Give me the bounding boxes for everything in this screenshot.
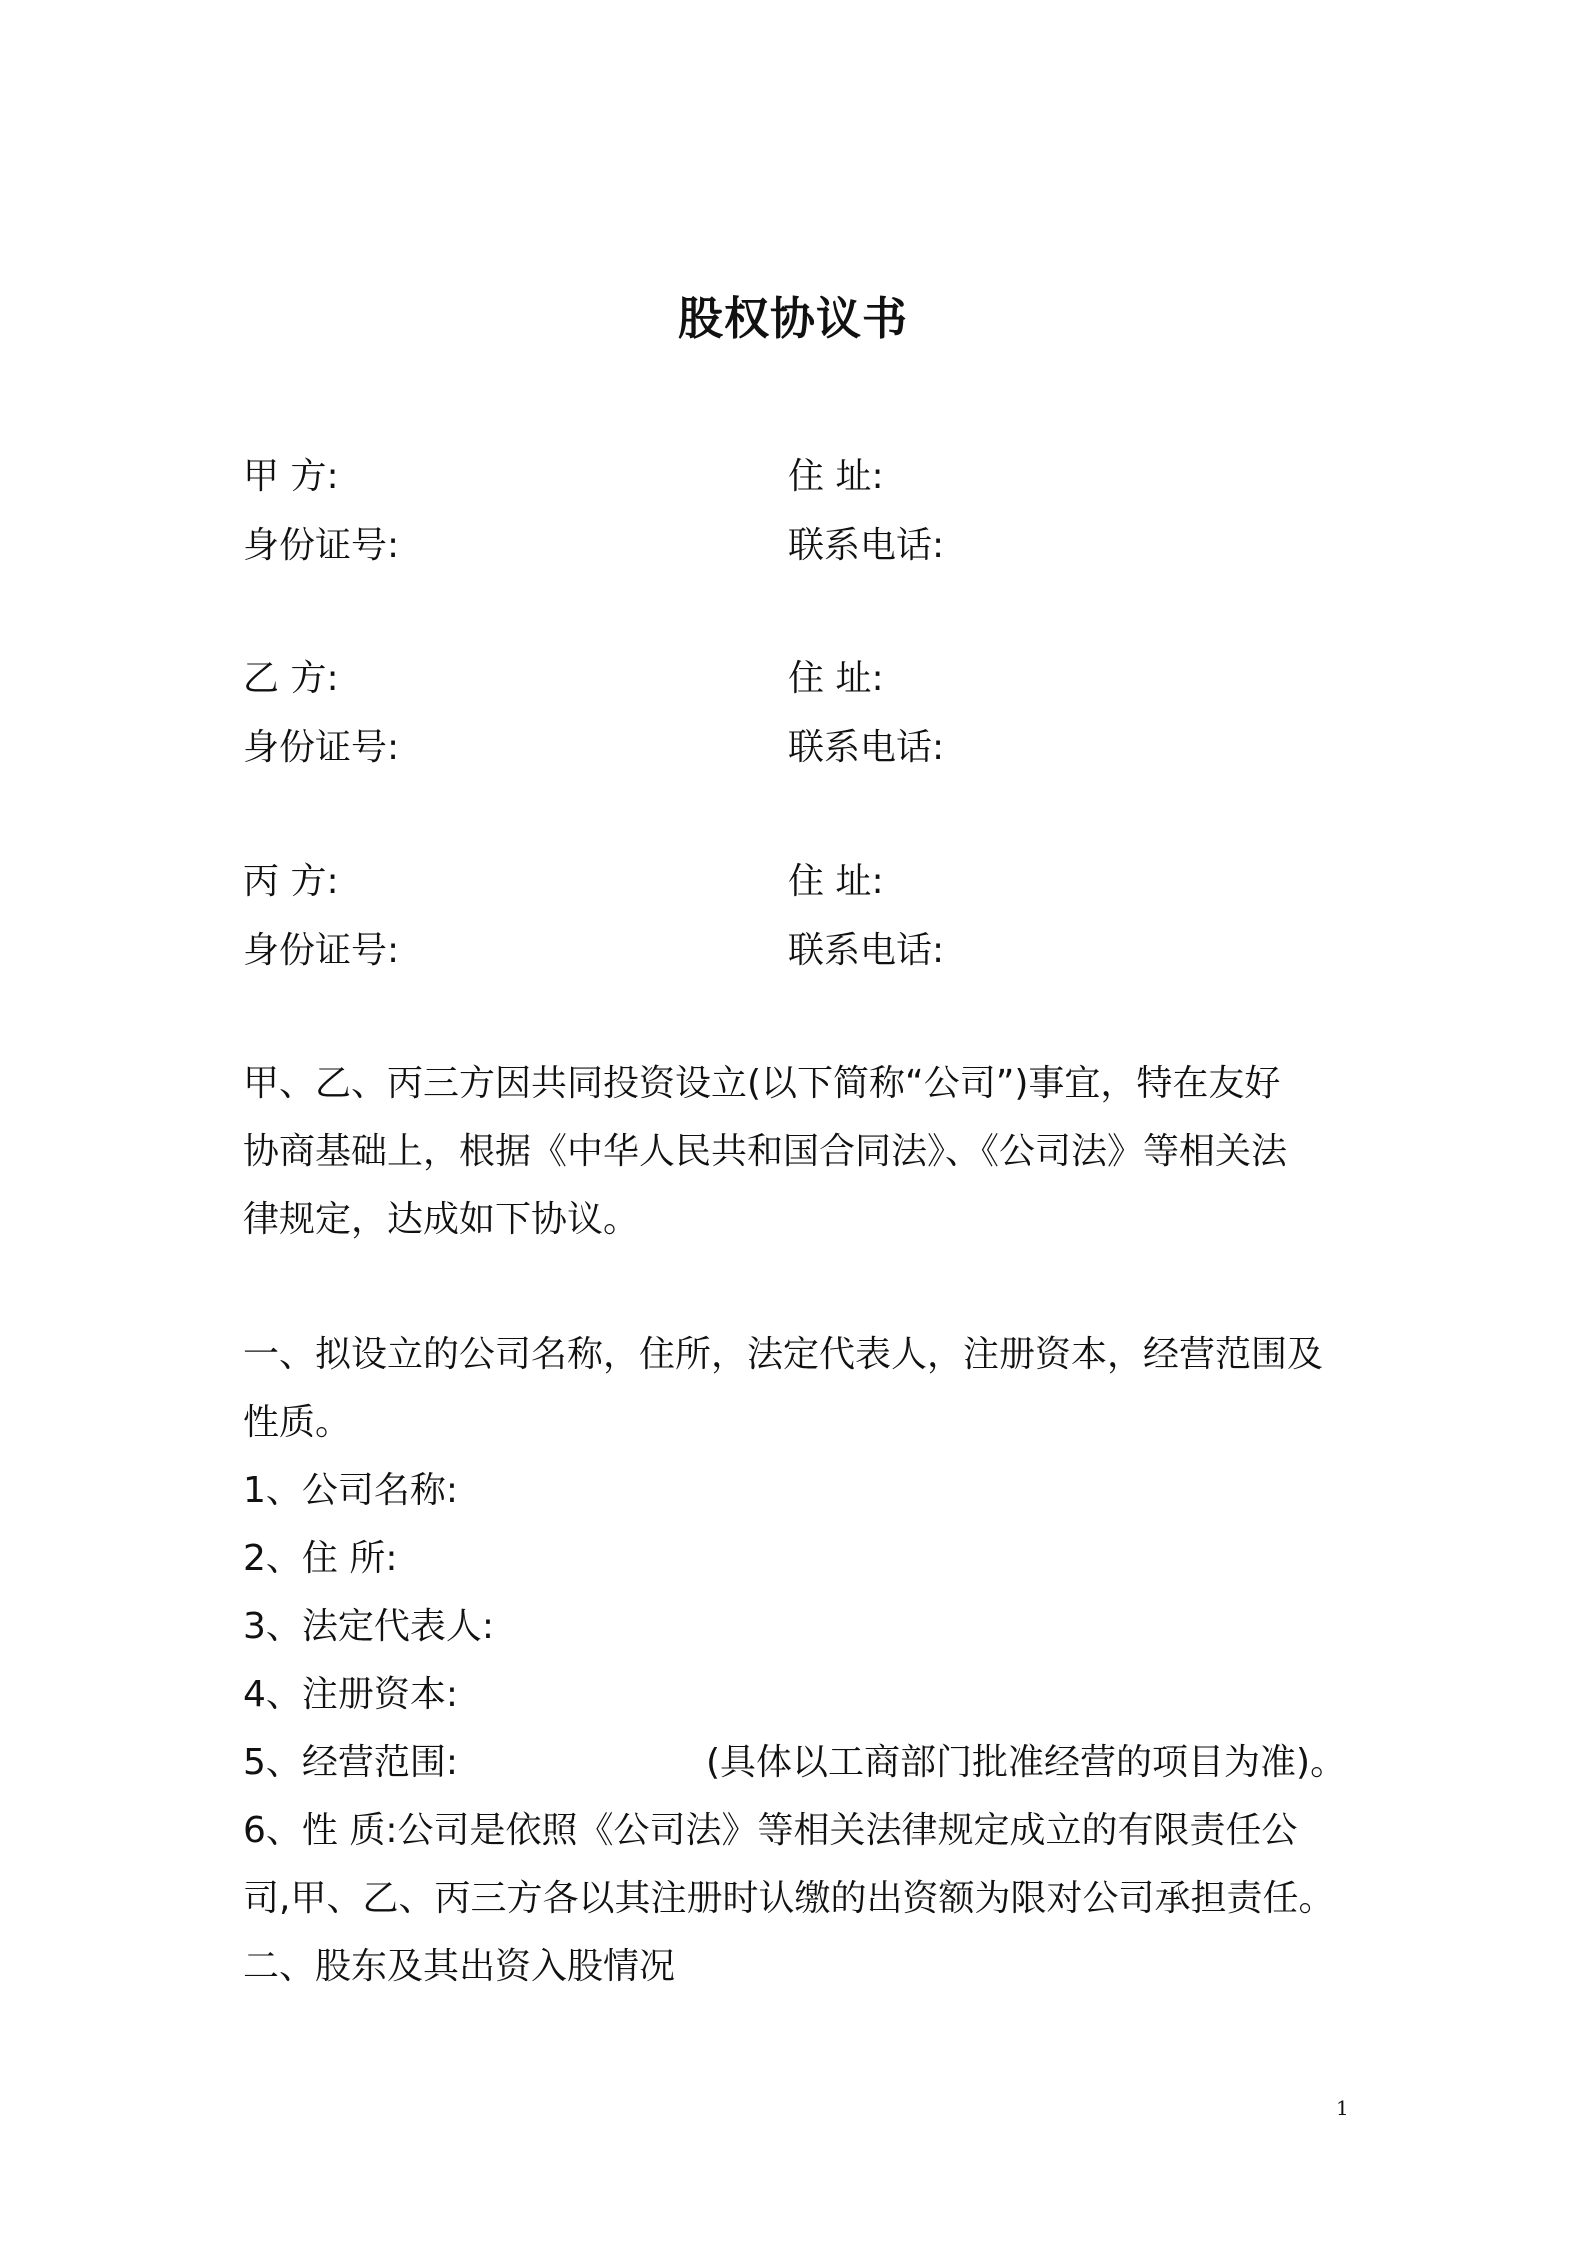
item-nature-line-2: 司,甲、乙、丙三方各以其注册时认缴的出资额为限对公司承担责任。	[243, 1878, 1335, 1919]
intro-line-3: 律规定，达成如下协议。	[243, 1199, 640, 1240]
party-c-id-label: 身份证号:	[243, 930, 400, 971]
intro-line-1: 甲、乙、丙三方因共同投资设立(以下简称“公司”)事宜，特在友好	[243, 1063, 1281, 1104]
item-company-name: 1、公司名称:	[243, 1470, 459, 1511]
party-c-phone-label: 联系电话:	[788, 930, 945, 971]
intro-line-2: 协商基础上，根据《中华人民共和国合同法》、《公司法》等相关法	[243, 1131, 1288, 1172]
item-legal-representative: 3、法定代表人:	[243, 1606, 495, 1647]
party-c-label: 丙 方:	[243, 861, 339, 902]
business-scope-note: (具体以工商部门批准经营的项目为准)。	[706, 1742, 1347, 1783]
item-nature-line-1: 6、性 质:公司是依照《公司法》等相关法律规定成立的有限责任公	[243, 1810, 1298, 1851]
item-business-scope: 5、经营范围:	[243, 1742, 459, 1783]
party-a-id-label: 身份证号:	[243, 525, 400, 566]
party-a-address-label: 住 址:	[788, 456, 884, 497]
party-b-address-label: 住 址:	[788, 658, 884, 699]
page-number: 1	[1336, 2096, 1349, 2120]
document-title: 股权协议书	[677, 292, 908, 345]
party-b-label: 乙 方:	[243, 658, 339, 699]
party-a-phone-label: 联系电话:	[788, 525, 945, 566]
party-a-label: 甲 方:	[243, 456, 339, 497]
party-c-address-label: 住 址:	[788, 861, 884, 902]
section-1-heading-line-1: 一、拟设立的公司名称，住所，法定代表人，注册资本，经营范围及	[243, 1334, 1324, 1375]
party-b-phone-label: 联系电话:	[788, 727, 945, 768]
item-registered-capital: 4、注册资本:	[243, 1674, 459, 1715]
section-2-heading: 二、股东及其出资入股情况	[243, 1946, 676, 1987]
section-1-heading-line-2: 性质。	[243, 1402, 352, 1443]
item-domicile: 2、住 所:	[243, 1538, 398, 1579]
party-b-id-label: 身份证号:	[243, 727, 400, 768]
